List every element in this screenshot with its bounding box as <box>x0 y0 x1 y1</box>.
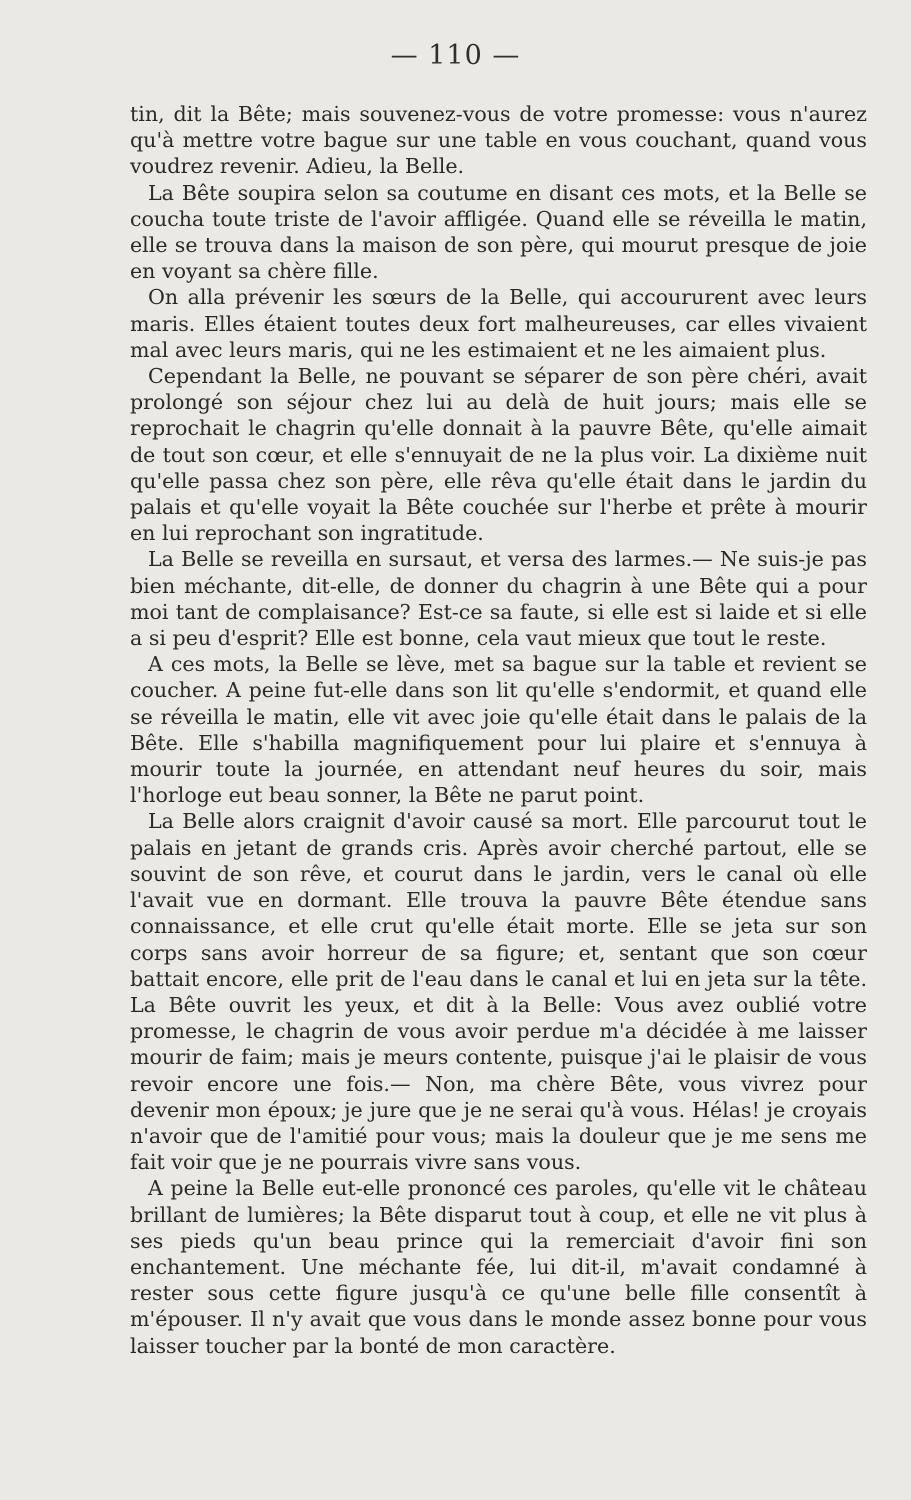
paragraph: La Belle se reveilla en sursaut, et versa des larmes.— Ne suis-je pas bien méchante, dit-elle, de donner du chagrin à une Bête qui a pour moi tant de complaisance? Est-ce sa faute, si elle est si laide et si elle a si peu d'esprit? Elle est bonne, cela vaut mieux que tout le reste. <box>130 547 867 651</box>
paragraph: On alla prévenir les sœurs de la Belle, qui accoururent avec leurs maris. Elles étaient toutes deux fort malheureuses, car elles vivaient mal avec leurs maris, qui ne les estimaient et ne les aimaient plus. <box>130 285 867 362</box>
page-body <box>130 101 867 1359</box>
paragraph: La Belle alors craignit d'avoir causé sa mort. Elle parcourut tout le palais en jetant de grands cris. Après avoir cherché partout, elle se souvint de son rêve, et courut dans le jardin, vers le canal où elle l'avait vue en dormant. Elle trouva la pauvre Bête étendue sans connaissance, et elle crut qu'elle était morte. Elle se jeta sur son corps sans avoir horreur de sa figure; et, sentant que son cœur battait encore, elle prit de l'eau dans le canal et lui en jeta sur la tête. La Bête ouvrit les yeux, et dit à la Belle: Vous avez oublié votre promesse, le chagrin de vous avoir perdue m'a décidée à me laisser mourir de faim; mais je meurs contente, puisque j'ai le plaisir de vous revoir encore une fois.— Non, ma chère Bête, vous vivrez pour devenir mon époux; je jure que je ne serai qu'à vous. Hélas! je croyais n'avoir que de l'amitié pour vous; mais la douleur que je me sens me fait voir que je ne pourrais vivre sans vous. <box>130 809 867 1175</box>
paragraph: A ces mots, la Belle se lève, met sa bague sur la table et revient se coucher. A peine fut-elle dans son lit qu'elle s'endormit, et quand elle se réveilla le matin, elle vit avec joie qu'elle était dans le palais de la Bête. Elle s'habilla magnifiquement pour lui plaire et s'ennuya à mourir toute la journée, en attendant neuf heures du soir, mais l'horloge eut beau sonner, la Bête ne parut point. <box>130 652 867 808</box>
paragraph: tin, dit la Bête; mais souvenez-vous de votre promesse: vous n'aurez qu'à mettre votre bague sur une table en vous couchant, quand vous voudrez revenir. Adieu, la Belle. <box>130 102 867 179</box>
paragraph: Cependant la Belle, ne pouvant se séparer de son père chéri, avait prolongé son séjour chez lui au delà de huit jours; mais elle se reprochait le chagrin qu'elle donnait à la pauvre Bête, qu'elle aimait de tout son cœur, et elle s'ennuyait de ne la plus voir. La dixième nuit qu'elle passa chez son père, elle rêva qu'elle était dans le jardin du palais et qu'elle voyait la Bête couchée sur l'herbe et prête à mourir en lui reprochant son ingratitude. <box>130 364 867 546</box>
paragraph: A peine la Belle eut-elle prononcé ces paroles, qu'elle vit le château brillant de lumières; la Bête disparut tout à coup, et elle ne vit plus à ses pieds qu'un beau prince qui la remerciait d'avoir fini son enchantement. Une méchante fée, lui dit-il, m'avait condamné à rester sous cette figure jusqu'à ce qu'une belle fille consentît à m'épouser. Il n'y avait que vous dans le monde assez bonne pour vous laisser toucher par la bonté de mon caractère. <box>130 1176 867 1358</box>
paragraph: La Bête soupira selon sa coutume en disant ces mots, et la Belle se coucha toute triste de l'avoir affligée. Quand elle se réveilla le matin, elle se trouva dans la maison de son père, qui mourut presque de joie en voyant sa chère fille. <box>130 180 867 284</box>
page-number: — 110 — <box>390 40 521 71</box>
